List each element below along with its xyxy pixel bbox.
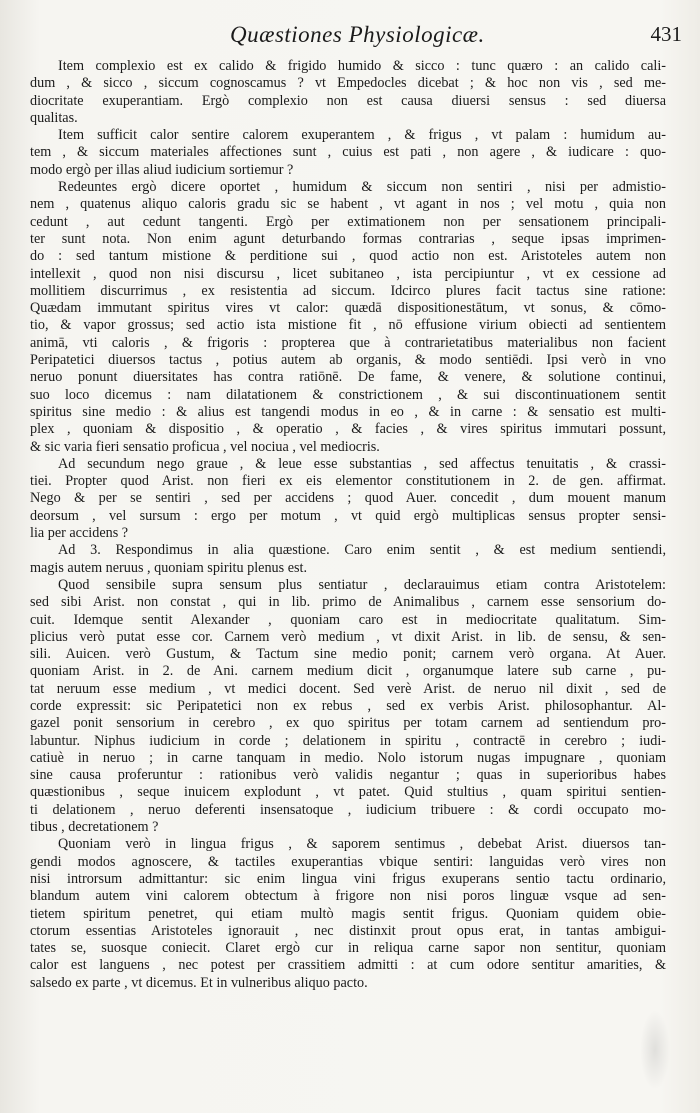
text-line: Quod sensibile supra sensum plus sentiatur , declarauimus etiam contra Aristotelem:	[58, 576, 666, 593]
text-line: labuntur. Niphus iudicium in corde ; delationem in spiritu , contractē in cerebro ; iudi-	[30, 732, 666, 749]
text-line: spiritus sine medio : & alius est tangendi modus in eo , & in carne : & sensatio est multi-	[30, 403, 666, 420]
text-line: magis autem neruus , quoniam spiritu plenus est.	[30, 559, 308, 576]
text-line: & sic varia fieri sensatio proficua , vel nociua , vel mediocris.	[30, 438, 380, 455]
text-line: Item complexio est ex calido & frigido humido & sicco : tunc quæro : an calido cali-	[58, 58, 666, 74]
paragraph	[30, 179, 666, 456]
ink-bleed-mark	[640, 1010, 670, 1090]
running-title: Quæstiones Physiologicæ.	[230, 22, 485, 47]
text-line: cuit. Idemque sentit Alexander , quoniam caro est in mediocritate qualitatum. Sim-	[30, 611, 666, 628]
text-line: animā, vti caloris , & frigoris : propterea que à contrarietatibus materialibus non facient	[30, 334, 666, 351]
text-line: sine causa proferuntur : rationibus verò validis negantur ; quas in superioribus habes	[30, 767, 666, 784]
page-header	[40, 18, 682, 58]
text-line: Quoniam verò in lingua frigus , & saporem sentimus , debebat Arist. diuersos tan-	[58, 836, 666, 853]
text-line: calor est languens , nec potest per crassitiem admitti : at cum odore sentitur amarities, &	[30, 957, 666, 974]
text-line: sili. Auicen. verò Gustum, & Tactum sine medio ponit; carnem verò organa. At Auer.	[30, 646, 666, 663]
text-line: Ad secundum nego graue , & leue esse substantias , sed affectus tenuitatis , & crassi-	[58, 455, 666, 472]
text-line: nisi introrsum admittantur: sic enim lingua vini frigus exuperans sentio tactu ordinario,	[30, 870, 666, 887]
text-line: intellexit , quod non nisi discursu , licet subitaneo , ista percipiuntur , vt ex cessione ad	[30, 265, 666, 282]
text-line: lia per accidens ?	[30, 525, 129, 542]
text-line: deorsum , vel sursum : ergo per motum , vt quid ergò multiplicas sensus propter sensi-	[30, 507, 666, 524]
text-line: ti delationem , neruo deferenti insensatoque , iudicium tribuere : & cordi occupato mo-	[30, 801, 666, 818]
text-line: neruo ponunt diuersitates has contra ratiōnē. De fame, & venere, & solutione continui,	[30, 369, 666, 386]
text-line: quæstionibus , seque inuicem explodunt , vt patet. Quid stultius , quam spiritui sentien-	[30, 784, 666, 801]
text-line: tio, & vapor grossus; sed actio ista mistione fit , nō effusione virium obiecti ad sentientem	[30, 317, 666, 334]
text-line: tat neruum esse medium , vt medici docent. Sed verè Arist. de neruo nil dixit , sed de	[30, 680, 666, 697]
text-line: Peripatetici diuersos tactus , potius autem ab organis, & modo sentiēdi. Ipsi verò in vno	[30, 352, 666, 369]
text-line: ter sunt nota. Non enim agunt deturbando formas contrarias , seque ipsas imprimen-	[30, 230, 666, 247]
text-line: modo ergò per illas aliud iudicium sortiemur ?	[30, 161, 294, 178]
text-line: Nego & per se sentiri , sed per accidens ; quod Auer. concedit , dum mouent manum	[30, 490, 666, 507]
text-line: Ad 3. Respondimus in alia quæstione. Caro enim sentit , & est medium sentiendi,	[58, 542, 666, 559]
text-line: tibus , decretationem ?	[30, 819, 159, 836]
text-line: nem , quatenus aliquo caloris gradu sic se habent , vt agant in nos ; vel motu , quia non	[30, 196, 666, 213]
text-line: blandum autem vini calorem obtectum à frigore non nisi poros linguæ vsque ad sen-	[30, 888, 666, 905]
text-line: quoniam Arist. in 2. de Ani. carnem medium dicit , organumque latere sub carne , pu-	[30, 663, 666, 680]
text-line: tem , & siccum materiales affectiones sunt , cuius est pati , non agere , & iudicare : quo-	[30, 144, 666, 161]
paragraph	[30, 542, 666, 577]
text-line: corde expressit: sic Peripatetici non ex rebus , sed ex verbis Arist. philosophantur. Al-	[30, 697, 666, 714]
text-line: gendi modos agnoscere, & tactiles exuperantias vbique sentiri: languidas verò vires non	[30, 853, 666, 870]
text-line: suo loco dicemus : nam dilatationem & constrictionem , & sui discontinuationem sentit	[30, 386, 666, 403]
text-line: cedunt , aut cedunt tangenti. Ergò per extimationem non per sensationem principali-	[30, 213, 666, 230]
text-line: dum , & sicco , siccum cognoscamus ? vt Empedocles dicebat ; & hoc non vis , sed me-	[30, 75, 666, 92]
paragraph	[30, 127, 666, 179]
text-line: salsedo ex parte , vt dicemus. Et in vulneribus aliquo pacto.	[30, 974, 368, 991]
text-line: tates se, suosque coniecit. Claret ergò cur in reliqua carne sapor non sentitur, quoniam	[30, 940, 666, 957]
text-line: diocritate exuperantiam. Ergò complexio non est causa diuersi sensus : sed diuersa	[30, 92, 666, 109]
paragraph	[30, 577, 666, 836]
text-line: ctorum essentias Aristoteles ignorauit , nec distinxit prout opus erat, in tantas ambigui-	[30, 922, 666, 939]
text-line: do : sed tantum mistione & perditione sui , quod actio non est. Aristoteles autem non	[30, 248, 666, 265]
body-text	[30, 58, 666, 992]
text-line: tiei. Propter quod Arist. non fieri ex eis elementor constitutionem in 2. de gen. affirmat.	[30, 473, 666, 490]
page-number: 431	[650, 22, 682, 46]
text-line: gazel ponit sensorium in cerebro , ex quo spiritus per totam carnem ad sentiendum pro-	[30, 715, 666, 732]
text-line: Quædam immutant spiritus vires vt calor: quædā dispositionestātum, vt sonus, & cōmo-	[30, 300, 666, 317]
paragraph	[30, 456, 666, 542]
text-line: plex , quoniam & dispositio , & operatio , & facies , & vires spiritus immutari possunt,	[30, 421, 666, 438]
text-line: sed sibi Arist. non constat , qui in lib. primo de Animalibus , carnem esse sensorium do-	[30, 594, 666, 611]
text-line: mollitiem discurrimus , ex resistentia ad siccum. Idcirco plures facit tactus sine ratione:	[30, 282, 666, 299]
text-line: plicius verò putat esse cor. Carnem verò medium , vt dixit Arist. in lib. de sensu, & sen-	[30, 628, 666, 645]
text-line: qualitas.	[30, 109, 78, 126]
text-line: tietem spiritum penetret, qui etiam multò magis sentit frigus. Quoniam quidem obie-	[30, 905, 666, 922]
text-line: Item sufficit calor sentire calorem exuperantem , & frigus , vt palam : humidum au-	[58, 127, 666, 144]
text-line: catiuè in neruo ; in carne tanquam in medio. Nolo istorum nugas impugnare , quoniam	[30, 749, 666, 766]
paragraph	[30, 58, 666, 127]
paragraph	[30, 836, 666, 992]
text-line: Redeuntes ergò dicere oportet , humidum & siccum non sentiri , nisi per admistio-	[58, 179, 666, 196]
